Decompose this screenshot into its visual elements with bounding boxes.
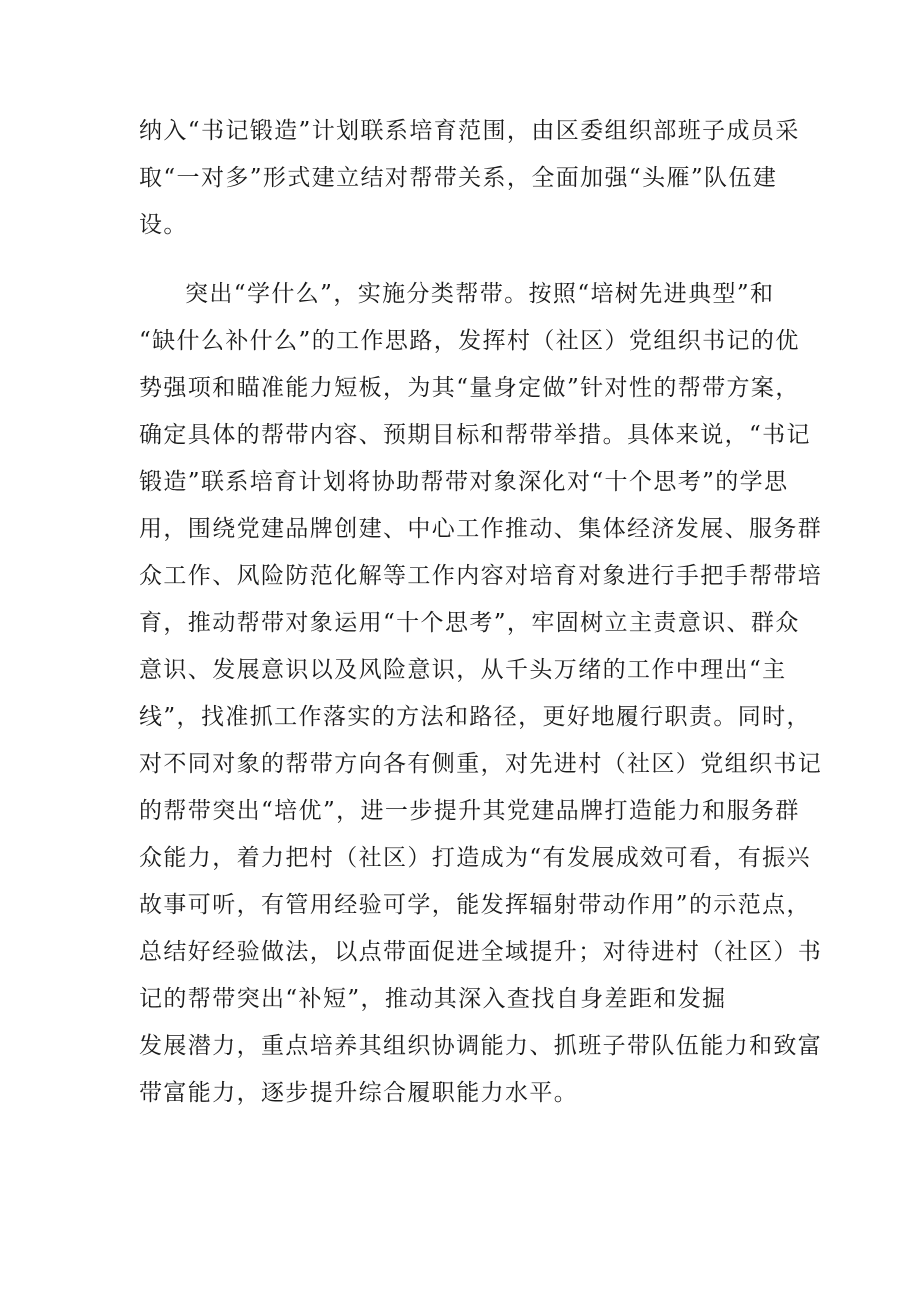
text-line: “缺什么补什么”的工作思路，发挥村（社区）党组织书记的优 (139, 328, 800, 354)
text-line: 众能力，着力把村（社区）打造成为“有发展成效可看，有振兴 (139, 845, 811, 871)
text-line: 纳入“书记锻造”计划联系培育范围，由区委组织部班子成员采 (139, 118, 800, 144)
text-line-first: 突出“学什么”，实施分类帮带。按照“培树先进典型”和 (185, 281, 775, 307)
text-line (139, 1117, 799, 1164)
text-line: 取“一对多”形式建立结对帮带关系，全面加强“头雁”队伍建 (139, 165, 778, 191)
paragraph-2 (139, 271, 823, 1164)
text-line: 对不同对象的帮带方向各有侧重，对先进村（社区）党组织书记 (139, 751, 823, 777)
text-line: 带富能力，逐步提升综合履职能力水平。 (139, 1080, 579, 1106)
text-line: 确定具体的帮带内容、预期目标和帮带举措。具体来说，“书记 (139, 422, 811, 448)
text-line: 总结好经验做法，以点带面促进全域提升；对待进村（社区）书 (139, 939, 823, 965)
text-line: 线”，找准抓工作落实的方法和路径，更好地履行职责。同时， (139, 704, 811, 730)
text-line: 的帮带突出“培优”，进一步提升其党建品牌打造能力和服务群 (139, 798, 800, 824)
text-line: 设。 (139, 212, 188, 238)
text-line: 意识、发展意识以及风险意识，从千头万绪的工作中理出“主 (139, 657, 787, 683)
text-line: 育，推动帮带对象运用“十个思考”，牢固树立主责意识、群众 (139, 610, 800, 636)
text-line: 势强项和瞄准能力短板，为其“量身定做”针对性的帮带方案， (139, 375, 800, 401)
text-line: 用，围绕党建品牌创建、中心工作推动、集体经济发展、服务群 (139, 516, 823, 542)
text-line: 锻造”联系培育计划将协助帮带对象深化对“十个思考”的学思 (139, 469, 789, 495)
text-line: 故事可听，有管用经验可学，能发挥辐射带动作用”的示范点， (139, 892, 811, 918)
text-line: 发展潜力，重点培养其组织协调能力、抓班子带队伍能力和致富 (139, 1033, 823, 1059)
text-line: 众工作、风险防范化解等工作内容对培育对象进行手把手帮带培 (139, 563, 823, 589)
text-line: 记的帮带突出“补短”，推动其深入查找自身差距和发掘 (139, 986, 727, 1012)
paragraph-1 (139, 108, 799, 249)
